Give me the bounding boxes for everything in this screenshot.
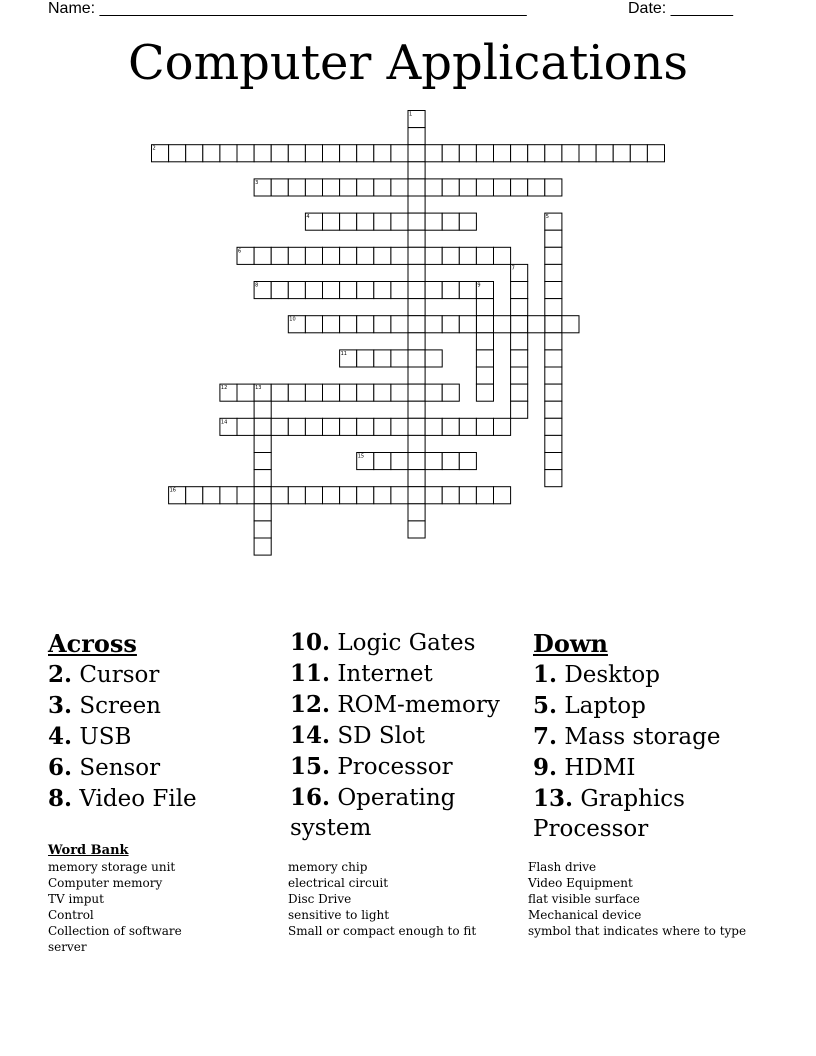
crossword-cell[interactable] — [391, 316, 408, 333]
crossword-cell[interactable] — [511, 299, 528, 316]
clue-number: 16. — [290, 784, 331, 811]
clue-text: Internet — [337, 661, 433, 687]
cell-number: 8 — [255, 282, 259, 289]
crossword-cell[interactable] — [391, 282, 408, 299]
crossword-cell[interactable] — [357, 179, 374, 196]
clue-number: 3. — [48, 692, 73, 719]
clue-text: Operating system — [290, 785, 456, 841]
crossword-cell[interactable] — [408, 487, 425, 504]
crossword-cell[interactable] — [545, 282, 562, 299]
crossword-cell[interactable] — [323, 179, 340, 196]
crossword-cell[interactable] — [459, 145, 476, 162]
crossword-cell[interactable] — [408, 299, 425, 316]
crossword-cell[interactable] — [288, 282, 305, 299]
crossword-cell[interactable] — [442, 145, 459, 162]
crossword-cell[interactable] — [408, 162, 425, 179]
crossword-cell[interactable] — [374, 213, 391, 230]
crossword-cell[interactable] — [254, 435, 271, 452]
clue-text: Mass storage — [564, 724, 721, 750]
crossword-cell[interactable] — [374, 316, 391, 333]
crossword-cell[interactable] — [340, 247, 357, 264]
date-field[interactable]: Date: _______ — [628, 0, 733, 17]
word-bank-item: flat visible surface — [528, 892, 640, 906]
clue-text: HDMI — [564, 755, 636, 781]
crossword-cell[interactable] — [545, 299, 562, 316]
crossword-cell[interactable] — [494, 487, 511, 504]
crossword-cell[interactable] — [305, 282, 322, 299]
crossword-cell[interactable] — [425, 418, 442, 435]
crossword-cell[interactable] — [545, 333, 562, 350]
crossword-cell[interactable] — [545, 401, 562, 418]
crossword-cell[interactable] — [357, 145, 374, 162]
crossword-cell[interactable] — [254, 487, 271, 504]
crossword-cell[interactable] — [237, 384, 254, 401]
crossword-cell[interactable] — [340, 145, 357, 162]
crossword-cell[interactable] — [408, 128, 425, 145]
word-bank-item: memory chip — [288, 860, 368, 874]
crossword-cell[interactable] — [476, 247, 493, 264]
crossword-cell[interactable] — [545, 367, 562, 384]
clue-across-10 — [290, 628, 520, 658]
crossword-cell[interactable] — [271, 282, 288, 299]
crossword-cell[interactable] — [357, 384, 374, 401]
clue-across-11 — [290, 659, 520, 689]
crossword-cell[interactable] — [254, 145, 271, 162]
crossword-cell[interactable] — [442, 213, 459, 230]
crossword-cell[interactable] — [391, 247, 408, 264]
crossword-cell[interactable] — [408, 418, 425, 435]
crossword-cell[interactable] — [254, 470, 271, 487]
crossword-cell[interactable] — [357, 316, 374, 333]
crossword-cell[interactable] — [340, 316, 357, 333]
crossword-cell[interactable] — [323, 282, 340, 299]
crossword-cell[interactable] — [613, 145, 630, 162]
clue-number: 1. — [533, 661, 558, 688]
crossword-cell[interactable] — [528, 179, 545, 196]
clue-across-14 — [290, 721, 520, 751]
crossword-cell[interactable] — [408, 453, 425, 470]
clue-number: 2. — [48, 661, 73, 688]
crossword-cell[interactable] — [374, 282, 391, 299]
crossword-cell[interactable] — [340, 213, 357, 230]
crossword-cell[interactable] — [476, 367, 493, 384]
crossword-cell[interactable] — [562, 145, 579, 162]
clue-down-1 — [533, 660, 793, 690]
cell-number: 16 — [169, 487, 176, 494]
crossword-cell[interactable] — [340, 179, 357, 196]
crossword-cell[interactable] — [408, 247, 425, 264]
clue-text: Sensor — [79, 755, 161, 781]
clue-across-12 — [290, 690, 520, 720]
crossword-cell[interactable] — [459, 316, 476, 333]
clue-number: 15. — [290, 753, 331, 780]
across-heading: Across — [48, 629, 137, 658]
crossword-cell[interactable] — [511, 282, 528, 299]
crossword-cell[interactable] — [391, 213, 408, 230]
crossword-cell[interactable] — [442, 384, 459, 401]
crossword-cell[interactable] — [254, 247, 271, 264]
crossword-cell[interactable] — [511, 145, 528, 162]
clue-number: 12. — [290, 691, 331, 718]
crossword-cell[interactable] — [459, 453, 476, 470]
cell-number: 2 — [152, 145, 156, 152]
cell-number: 9 — [477, 282, 481, 289]
crossword-cell[interactable] — [630, 145, 647, 162]
crossword-cell[interactable] — [254, 538, 271, 555]
crossword-cell[interactable] — [237, 418, 254, 435]
clue-down-13 — [533, 784, 793, 844]
crossword-cell[interactable] — [545, 435, 562, 452]
crossword-cell[interactable] — [545, 264, 562, 281]
crossword-cell[interactable] — [528, 145, 545, 162]
crossword-cell[interactable] — [169, 145, 186, 162]
crossword-cell[interactable] — [408, 213, 425, 230]
clue-number: 7. — [533, 723, 558, 750]
word-bank-item: Disc Drive — [288, 892, 352, 906]
crossword-cell[interactable] — [374, 384, 391, 401]
crossword-cell[interactable] — [442, 418, 459, 435]
crossword-cell[interactable] — [408, 316, 425, 333]
crossword-cell[interactable] — [271, 384, 288, 401]
crossword-cell[interactable] — [374, 418, 391, 435]
clue-text: Cursor — [79, 662, 160, 688]
crossword-cell[interactable] — [408, 350, 425, 367]
across-clues-column-1 — [48, 628, 278, 815]
clue-number: 6. — [48, 754, 73, 781]
crossword-cell[interactable] — [408, 196, 425, 213]
crossword-cell[interactable] — [562, 316, 579, 333]
crossword-cell[interactable] — [391, 145, 408, 162]
word-bank-item: Flash drive — [528, 860, 597, 874]
cell-number: 6 — [238, 248, 242, 255]
crossword-cell[interactable] — [408, 333, 425, 350]
crossword-cell[interactable] — [476, 418, 493, 435]
word-bank-item: memory storage unit — [48, 860, 176, 874]
crossword-cell[interactable] — [442, 179, 459, 196]
word-bank-item: Mechanical device — [528, 908, 642, 922]
crossword-cell[interactable] — [442, 453, 459, 470]
down-heading: Down — [533, 629, 608, 658]
crossword-cell[interactable] — [254, 504, 271, 521]
crossword-cell[interactable] — [442, 316, 459, 333]
crossword-cell[interactable] — [459, 282, 476, 299]
crossword-cell[interactable] — [323, 487, 340, 504]
crossword-cell[interactable] — [425, 282, 442, 299]
crossword-cell[interactable] — [545, 453, 562, 470]
crossword-cell[interactable] — [408, 230, 425, 247]
crossword-cell[interactable] — [288, 384, 305, 401]
crossword-cell[interactable] — [374, 487, 391, 504]
crossword-cell[interactable] — [374, 179, 391, 196]
word-bank-column-3 — [528, 859, 798, 939]
clue-across-3 — [48, 691, 278, 721]
crossword-cell[interactable] — [357, 247, 374, 264]
crossword-cell[interactable] — [476, 487, 493, 504]
clue-across-6 — [48, 753, 278, 783]
crossword-cell[interactable] — [476, 384, 493, 401]
crossword-cell[interactable] — [425, 247, 442, 264]
crossword-cell[interactable] — [323, 418, 340, 435]
clue-text: ROM-memory — [337, 692, 500, 718]
crossword-cell[interactable] — [511, 401, 528, 418]
cell-number: 15 — [357, 453, 365, 460]
crossword-cell[interactable] — [271, 418, 288, 435]
name-field[interactable]: Name: ________________________________________________ — [48, 0, 527, 17]
crossword-cell[interactable] — [391, 179, 408, 196]
crossword-cell[interactable] — [305, 179, 322, 196]
crossword-cell[interactable] — [254, 521, 271, 538]
crossword-cell[interactable] — [237, 145, 254, 162]
crossword-cell[interactable] — [425, 384, 442, 401]
crossword-cell[interactable] — [254, 401, 271, 418]
crossword-cell[interactable] — [203, 487, 220, 504]
clue-down-9 — [533, 753, 793, 783]
crossword-cell[interactable] — [357, 418, 374, 435]
clue-number: 9. — [533, 754, 558, 781]
cell-number: 5 — [545, 214, 549, 221]
crossword-cell[interactable] — [408, 282, 425, 299]
crossword-cell[interactable] — [220, 487, 237, 504]
crossword-cell[interactable] — [408, 367, 425, 384]
word-bank-item: TV imput — [48, 892, 104, 906]
crossword-cell[interactable] — [579, 145, 596, 162]
clue-down-7 — [533, 722, 793, 752]
word-bank-column-1 — [48, 843, 278, 955]
crossword-cell[interactable] — [459, 179, 476, 196]
crossword-cell[interactable] — [476, 350, 493, 367]
crossword-cell[interactable] — [459, 487, 476, 504]
word-bank-item: Small or compact enough to fit — [288, 924, 477, 938]
cell-number: 14 — [220, 419, 228, 426]
crossword-cell[interactable] — [391, 384, 408, 401]
crossword-cell[interactable] — [442, 282, 459, 299]
across-clues-column-2 — [290, 628, 520, 844]
clue-text: Desktop — [564, 662, 660, 688]
word-bank-item: sensitive to light — [288, 908, 390, 922]
clue-number: 14. — [290, 722, 331, 749]
crossword-cell[interactable] — [545, 247, 562, 264]
word-bank-item: server — [48, 940, 87, 954]
crossword-cell[interactable] — [494, 316, 511, 333]
crossword-cell[interactable] — [271, 179, 288, 196]
crossword-cell[interactable] — [374, 350, 391, 367]
clue-text: USB — [79, 724, 132, 750]
crossword-cell[interactable] — [425, 213, 442, 230]
crossword-cell[interactable] — [425, 350, 442, 367]
crossword-cell[interactable] — [459, 213, 476, 230]
crossword-cell[interactable] — [323, 384, 340, 401]
crossword-cell[interactable] — [528, 316, 545, 333]
crossword-cell[interactable] — [476, 316, 493, 333]
crossword-cell[interactable] — [408, 470, 425, 487]
crossword-cell[interactable] — [494, 145, 511, 162]
crossword-cell[interactable] — [511, 179, 528, 196]
crossword-cell[interactable] — [545, 230, 562, 247]
cell-number: 3 — [255, 179, 259, 186]
clue-text: Video File — [79, 786, 197, 812]
crossword-cell[interactable] — [494, 418, 511, 435]
crossword-cell[interactable] — [408, 179, 425, 196]
crossword-cell[interactable] — [391, 487, 408, 504]
crossword-cell[interactable] — [494, 247, 511, 264]
crossword-cell[interactable] — [340, 418, 357, 435]
crossword-cell[interactable] — [305, 418, 322, 435]
crossword-cell[interactable] — [186, 145, 203, 162]
crossword-cell[interactable] — [408, 145, 425, 162]
crossword-cell[interactable] — [271, 487, 288, 504]
crossword-cell[interactable] — [340, 282, 357, 299]
crossword-cell[interactable] — [545, 350, 562, 367]
clue-down-5 — [533, 691, 793, 721]
word-bank-title: Word Bank — [48, 843, 129, 858]
crossword-cell[interactable] — [511, 367, 528, 384]
crossword-cell[interactable] — [408, 401, 425, 418]
crossword-cell[interactable] — [305, 247, 322, 264]
crossword-cell[interactable] — [305, 487, 322, 504]
word-bank-item: symbol that indicates where to type — [528, 924, 747, 938]
crossword-cell[interactable] — [425, 316, 442, 333]
clue-across-2 — [48, 660, 278, 690]
cell-number: 1 — [409, 111, 413, 118]
word-bank-item: Computer memory — [48, 876, 163, 890]
crossword-cell[interactable] — [357, 213, 374, 230]
clue-number: 4. — [48, 723, 73, 750]
cell-number: 4 — [306, 214, 310, 221]
down-clues-column — [533, 628, 793, 845]
crossword-cell[interactable] — [220, 145, 237, 162]
crossword-cell[interactable] — [254, 453, 271, 470]
crossword-cell[interactable] — [476, 299, 493, 316]
crossword-cell[interactable] — [323, 145, 340, 162]
cell-number: 11 — [340, 350, 347, 357]
crossword-cell[interactable] — [391, 418, 408, 435]
cell-number: 13 — [255, 385, 262, 392]
clue-number: 8. — [48, 785, 73, 812]
crossword-cell[interactable] — [408, 264, 425, 281]
crossword-cell[interactable] — [288, 145, 305, 162]
cell-number: 12 — [220, 385, 228, 392]
crossword-cell[interactable] — [442, 487, 459, 504]
clue-text: Screen — [79, 693, 161, 719]
crossword-cell[interactable] — [288, 179, 305, 196]
crossword-cell[interactable] — [305, 384, 322, 401]
crossword-cell[interactable] — [288, 487, 305, 504]
crossword-cell[interactable] — [323, 213, 340, 230]
crossword-cell[interactable] — [511, 333, 528, 350]
crossword-cell[interactable] — [425, 487, 442, 504]
crossword-cell[interactable] — [545, 145, 562, 162]
clue-number: 10. — [290, 629, 331, 656]
clue-text: Logic Gates — [337, 630, 476, 656]
crossword-cell[interactable] — [254, 418, 271, 435]
page-title: Computer Applications — [127, 35, 689, 91]
crossword-cell[interactable] — [408, 504, 425, 521]
crossword-cell[interactable] — [391, 453, 408, 470]
crossword-cell[interactable] — [459, 418, 476, 435]
word-bank-item: Collection of software — [48, 924, 182, 938]
clue-number: 5. — [533, 692, 558, 719]
crossword-cell[interactable] — [271, 145, 288, 162]
cell-number: 7 — [511, 265, 515, 272]
crossword-cell[interactable] — [323, 316, 340, 333]
clue-across-4 — [48, 722, 278, 752]
crossword-cell[interactable] — [494, 179, 511, 196]
crossword-cell[interactable] — [391, 350, 408, 367]
clue-text: Laptop — [564, 693, 646, 719]
crossword-cell[interactable] — [476, 179, 493, 196]
crossword-cell[interactable] — [459, 247, 476, 264]
crossword-cell[interactable] — [288, 418, 305, 435]
crossword-cell[interactable] — [408, 384, 425, 401]
crossword-cell[interactable] — [408, 521, 425, 538]
crossword-cell[interactable] — [357, 350, 374, 367]
crossword-cell[interactable] — [596, 145, 613, 162]
word-bank-item: Control — [48, 908, 94, 922]
clue-across-8 — [48, 784, 278, 814]
crossword-cell[interactable] — [476, 333, 493, 350]
clue-text: Processor — [337, 754, 453, 780]
word-bank-item: Video Equipment — [528, 876, 633, 890]
crossword-cell[interactable] — [545, 179, 562, 196]
clue-across-16 — [290, 783, 520, 843]
crossword-cell[interactable] — [340, 487, 357, 504]
crossword-cell[interactable] — [374, 247, 391, 264]
cell-number: 10 — [289, 316, 296, 323]
crossword-cell[interactable] — [305, 316, 322, 333]
crossword-cell[interactable] — [425, 453, 442, 470]
crossword-cell[interactable] — [476, 145, 493, 162]
clue-text: SD Slot — [337, 723, 426, 749]
crossword-cell[interactable] — [323, 247, 340, 264]
word-bank-item: electrical circuit — [288, 876, 389, 890]
crossword-cell[interactable] — [442, 247, 459, 264]
crossword-cell[interactable] — [203, 145, 220, 162]
crossword-cell[interactable] — [288, 247, 305, 264]
crossword-cell[interactable] — [545, 470, 562, 487]
crossword-cell[interactable] — [545, 384, 562, 401]
crossword-cell[interactable] — [511, 384, 528, 401]
clue-across-15 — [290, 752, 520, 782]
crossword-cell[interactable] — [511, 316, 528, 333]
clue-text: Graphics Processor — [533, 786, 685, 842]
crossword-cell[interactable] — [545, 418, 562, 435]
crossword-cell[interactable] — [340, 384, 357, 401]
crossword-cell[interactable] — [374, 145, 391, 162]
crossword-cell[interactable] — [545, 316, 562, 333]
crossword-cell[interactable] — [357, 282, 374, 299]
crossword-cell[interactable] — [357, 487, 374, 504]
clue-number: 11. — [290, 660, 331, 687]
crossword-cell[interactable] — [305, 145, 322, 162]
crossword-cell[interactable] — [186, 487, 203, 504]
word-bank-column-2 — [288, 859, 518, 939]
crossword-cell[interactable] — [271, 247, 288, 264]
crossword-cell[interactable] — [408, 435, 425, 452]
crossword-cell[interactable] — [374, 453, 391, 470]
clue-number: 13. — [533, 785, 574, 812]
crossword-cell[interactable] — [425, 179, 442, 196]
crossword-cell[interactable] — [425, 145, 442, 162]
crossword-cell[interactable] — [511, 350, 528, 367]
crossword-cell[interactable] — [647, 145, 664, 162]
crossword-cell[interactable] — [237, 487, 254, 504]
